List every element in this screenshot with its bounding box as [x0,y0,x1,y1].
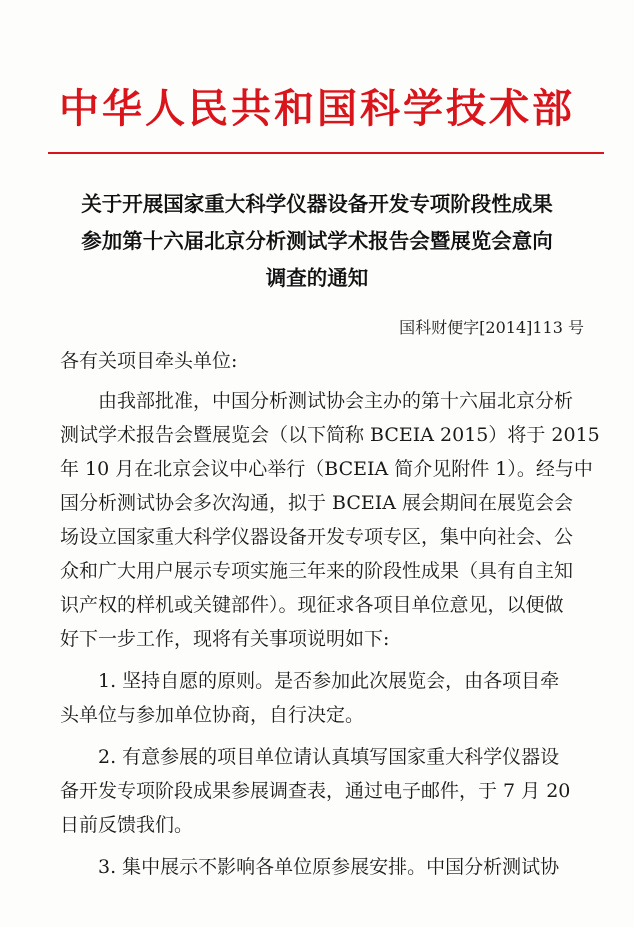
paragraph-line: 日前反馈我们。 [60,814,194,836]
paragraph-line: 年 10 月在北京会议中心举行（BCEIA 简介见附件 1）。经与中 [60,458,593,480]
document-number: 国科财便字[2014]113 号 [399,318,584,337]
paragraph-line: 识产权的样机或关键部件）。现征求各项目单位意见，以便做 [60,594,564,616]
title-line: 关于开展国家重大科学仪器设备开发专项阶段性成果 [81,192,553,216]
paragraph-line: 头单位与参加单位协商，自行决定。 [60,704,365,726]
paragraph-line: 2. 有意参展的项目单位请认真填写国家重大科学仪器设 [98,746,560,768]
salutation: 各有关项目牵头单位: [60,350,238,372]
paragraph-line: 由我部批准，中国分析测试协会主办的第十六届北京分析 [98,390,574,412]
document-body [60,344,600,884]
paragraph-item-2 [60,740,580,842]
paragraph-line: 测试学术报告会暨展览会（以下简称 BCEIA 2015）将于 2015 [60,424,600,446]
red-divider-line [48,152,604,154]
ministry-masthead: 中华人民共和国科学技术部 [59,85,575,132]
paragraph-line: 众和广大用户展示专项实施三年来的阶段性成果（具有自主知 [60,560,574,582]
title-line: 调查的通知 [265,266,369,290]
paragraph-intro [60,384,600,656]
paragraph-line: 备开发专项阶段成果参展调查表，通过电子邮件，于 7 月 20 [60,780,571,802]
paragraph-line: 国分析测试协会多次沟通，拟于 BCEIA 展会期间在展览会会 [60,492,574,514]
paragraph-line: 3. 集中展示不影响各单位原参展安排。中国分析测试协 [98,856,560,878]
paragraph-item-3 [60,850,580,884]
title-line: 参加第十六届北京分析测试学术报告会暨展览会意向 [81,229,553,253]
notice-title [40,186,594,297]
paragraph-line: 1. 坚持自愿的原则。是否参加此次展览会，由各项目牵 [98,670,560,692]
paragraph-item-1 [60,664,580,732]
paragraph-line: 好下一步工作，现将有关事项说明如下: [60,628,390,650]
paragraph-line: 场设立国家重大科学仪器设备开发专项专区，集中向社会、公 [60,526,574,548]
